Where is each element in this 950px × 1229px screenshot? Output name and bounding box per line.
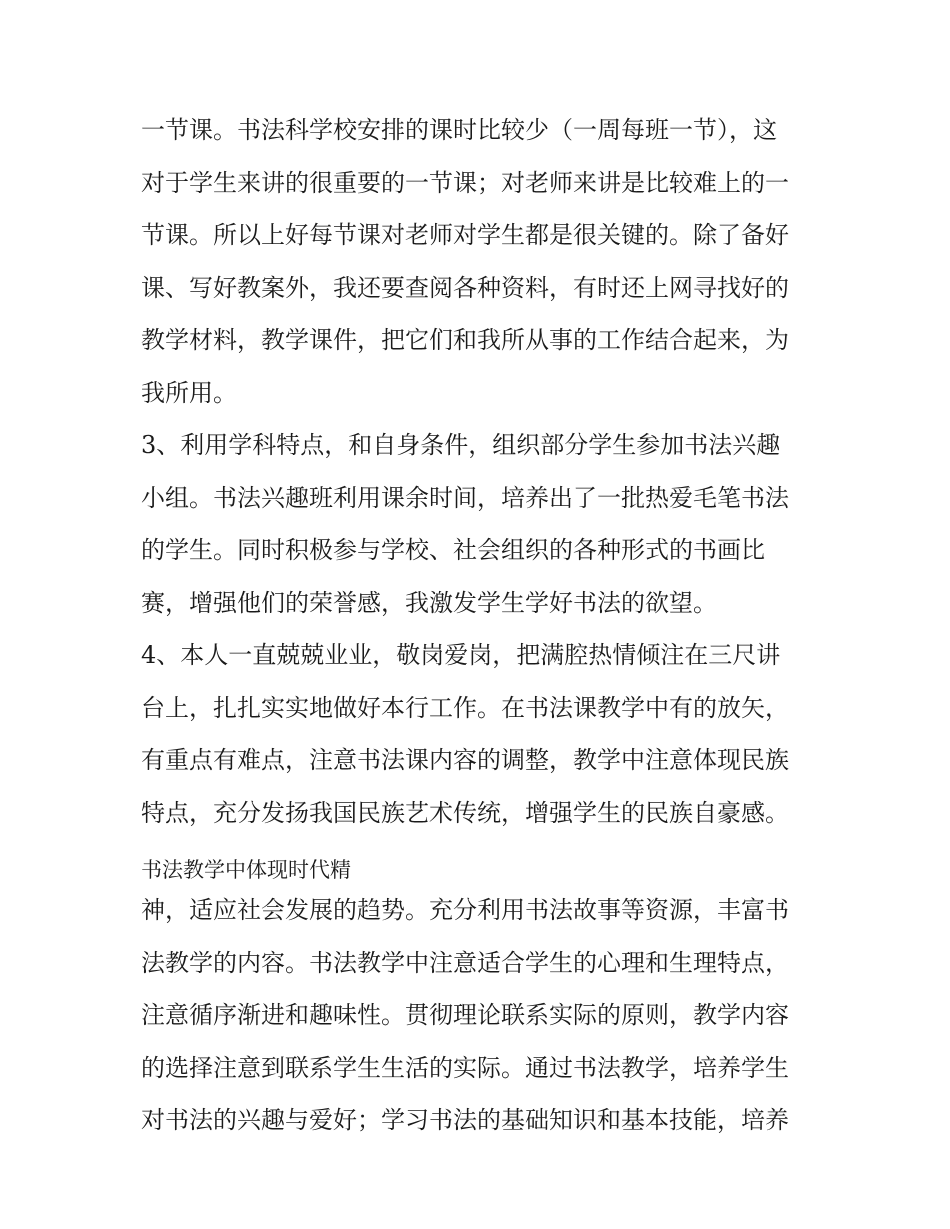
- text-line: 书法教学中体现时代精: [141, 858, 351, 882]
- text-line: 3、利用学科特点，和自身条件，组织部分学生参加书法兴趣: [141, 431, 781, 459]
- text-line: 一节课。书法科学校安排的课时比较少（一周每班一节），这: [141, 116, 777, 144]
- text-line: 我所用。: [141, 378, 237, 407]
- text-line: 神，适应社会发展的趋势。充分利用书法故事等资源，丰富书: [141, 896, 789, 924]
- text-line: 特点，充分发扬我国民族艺术传统，增强学生的民族自豪感。: [141, 798, 789, 827]
- text-line: 小组。书法兴趣班利用课余时间，培养出了一批热爱毛笔书法: [141, 483, 789, 512]
- text-line: 对书法的兴趣与爱好；学习书法的基础知识和基本技能，培养: [141, 1106, 789, 1134]
- text-line: 注意循序渐进和趣味性。贯彻理论联系实际的原则，教学内容: [141, 1001, 789, 1029]
- text-line: 的选择注意到联系学生生活的实际。通过书法教学，培养学生: [141, 1053, 789, 1082]
- text-line: 教学材料，教学课件，把它们和我所从事的工作结合起来，为: [141, 326, 789, 354]
- text-line: 课、写好教案外，我还要查阅各种资料，有时还上网寻找好的: [141, 273, 789, 302]
- text-line: 4、本人一直兢兢业业，敬岗爱岗，把满腔热情倾注在三尺讲: [141, 641, 781, 669]
- text-line: 节课。所以上好每节课对老师对学生都是很关键的。除了备好: [141, 221, 789, 249]
- text-line: 赛，增强他们的荣誉感，我激发学生学好书法的欲望。: [141, 588, 717, 617]
- text-line: 对于学生来讲的很重要的一节课；对老师来讲是比较难上的一: [141, 168, 789, 197]
- text-line: 有重点有难点，注意书法课内容的调整，教学中注意体现民族: [141, 746, 789, 774]
- text-line: 台上，扎扎实实地做好本行工作。在书法课教学中有的放矢，: [141, 693, 789, 722]
- document-body: [141, 110, 821, 1153]
- text-line: 的学生。同时积极参与学校、社会组织的各种形式的书画比: [141, 536, 765, 564]
- text-line: 法教学的内容。书法教学中注意适合学生的心理和生理特点，: [141, 948, 789, 977]
